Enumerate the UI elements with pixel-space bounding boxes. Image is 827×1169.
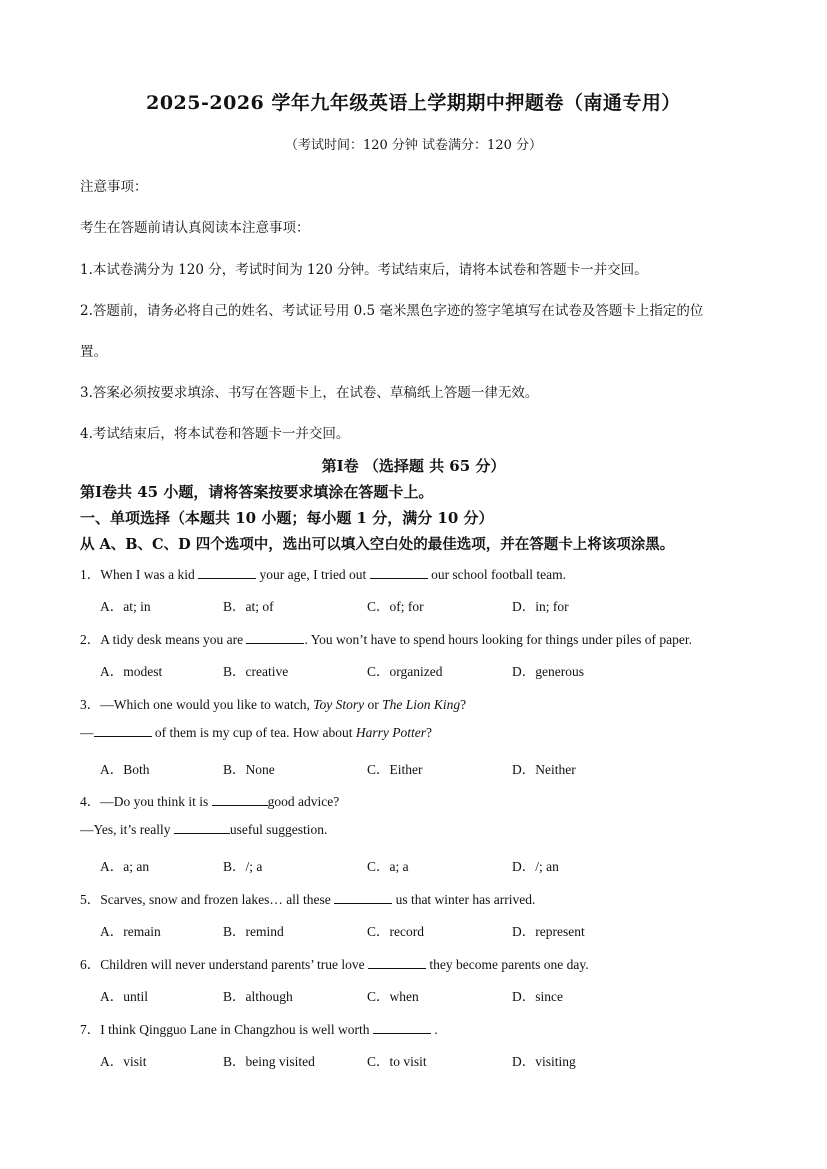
answer-blank <box>174 822 230 834</box>
option-c: C．a; a <box>367 859 409 874</box>
question-text: 1．When I was a kid <box>80 567 199 582</box>
option-d: D．generous <box>512 664 584 679</box>
answer-blank <box>212 794 268 806</box>
question-text: 4．—Do you think it is <box>80 794 212 809</box>
option-c: C．record <box>367 924 424 939</box>
question-6 <box>80 953 589 973</box>
option-d: D．since <box>512 989 563 1004</box>
notice-item-2: 2.答题前，请务必将自己的姓名、考试证号用 0.5 毫米黑色字迹的签字笔填写在试卷及答题卡上指定的位 <box>80 303 704 319</box>
option-b: B．None <box>223 762 275 777</box>
option-b: B．creative <box>223 664 289 679</box>
option-a: A．remain <box>100 924 161 939</box>
option-a: A．a; an <box>100 859 150 874</box>
question-text: — <box>80 725 94 740</box>
question-text: our school football team. <box>427 567 567 582</box>
question-3-reply <box>80 725 432 741</box>
question-5 <box>80 888 535 908</box>
question-text: 2．A tidy desk means you are <box>80 632 247 647</box>
notice-item-4: 4.考试结束后，将本试卷和答题卡一并交回。 <box>80 426 350 442</box>
question-text: 7．I think Qingguo Lane in Changzhou is well worth <box>80 1022 373 1037</box>
notice-heading: 注意事项： <box>80 179 148 195</box>
question-text: 3．—Which one would you like to watch, <box>80 697 314 712</box>
question-text: your age, I tried out <box>256 567 370 582</box>
answer-blank <box>94 725 152 737</box>
answer-blank <box>373 1022 431 1034</box>
option-d: D．represent <box>512 924 585 939</box>
notice-item-2-cont: 置。 <box>80 344 107 360</box>
section-instruction: 从 A、B、C、D 四个选项中，选出可以填入空白处的最佳选项，并在答题卡上将该项涂黑。 <box>80 536 675 553</box>
option-a: A．visit <box>100 1054 147 1069</box>
option-c: C．organized <box>367 664 443 679</box>
answer-blank <box>334 892 392 904</box>
question-text: they become parents one day. <box>426 957 589 972</box>
question-text: . <box>430 1022 438 1037</box>
option-c: C．of; for <box>367 599 424 614</box>
option-c: C．to visit <box>367 1054 427 1069</box>
question-text: useful suggestion. <box>229 822 328 837</box>
question-text: or <box>364 697 383 712</box>
notice-intro: 考生在答题前请认真阅读本注意事项： <box>80 220 310 236</box>
option-c: C．Either <box>367 762 423 777</box>
option-d: D．Neither <box>512 762 576 777</box>
option-a: A．until <box>100 989 149 1004</box>
notice-item-3: 3.答案必须按要求填涂、书写在答题卡上，在试卷、草稿纸上答题一律无效。 <box>80 385 539 401</box>
option-b: B．/; a <box>223 859 263 874</box>
notice-item-1: 1.本试卷满分为 120 分，考试时间为 120 分钟。考试结束后，请将本试卷和答题卡一并交回。 <box>80 262 648 278</box>
question-2 <box>80 628 692 648</box>
option-c: C．when <box>367 989 419 1004</box>
exam-subtitle: （考试时间：120 分钟 试卷满分：120 分） <box>284 138 543 153</box>
option-b: B．at; of <box>223 599 274 614</box>
question-text: —Yes, it’s really <box>80 822 174 837</box>
option-a: A．Both <box>100 762 150 777</box>
question-3 <box>80 693 466 713</box>
answer-blank <box>370 567 428 579</box>
exam-title: 2025-2026 学年九年级英语上学期期中押题卷（南通专用） <box>146 92 681 114</box>
option-d: D．in; for <box>512 599 569 614</box>
part1-title: 第Ⅰ卷 （选择题 共 65 分） <box>321 457 506 475</box>
answer-blank <box>198 567 256 579</box>
movie-title: Toy Story <box>313 697 365 712</box>
movie-title: The Lion King <box>382 697 461 712</box>
option-a: A．modest <box>100 664 163 679</box>
movie-title: Harry Potter <box>355 725 426 740</box>
question-text: us that winter has arrived. <box>392 892 536 907</box>
option-d: D．visiting <box>512 1054 576 1069</box>
question-1 <box>80 563 566 583</box>
answer-blank <box>246 632 304 644</box>
part1-instruction: 第Ⅰ卷共 45 小题，请将答案按要求填涂在答题卡上。 <box>80 483 434 501</box>
option-b: B．although <box>223 989 293 1004</box>
question-4-reply <box>80 822 327 838</box>
question-text: of them is my cup of tea. How about <box>151 725 356 740</box>
option-b: B．remind <box>223 924 284 939</box>
option-d: D．/; an <box>512 859 559 874</box>
question-text: ? <box>425 725 432 740</box>
answer-blank <box>368 957 426 969</box>
question-text: 6．Children will never understand parents’ true love <box>80 957 369 972</box>
option-a: A．at; in <box>100 599 151 614</box>
section-heading: 一、单项选择（本题共 10 小题；每小题 1 分，满分 10 分） <box>80 509 494 527</box>
question-text: . You won’t have to spend hours looking for things under piles of paper. <box>304 632 692 647</box>
question-text: ? <box>460 697 467 712</box>
question-text: 5．Scarves, snow and frozen lakes… all these <box>80 892 335 907</box>
question-7 <box>80 1018 438 1038</box>
option-b: B．being visited <box>223 1054 315 1069</box>
question-4 <box>80 790 339 810</box>
question-text: good advice? <box>267 794 340 809</box>
